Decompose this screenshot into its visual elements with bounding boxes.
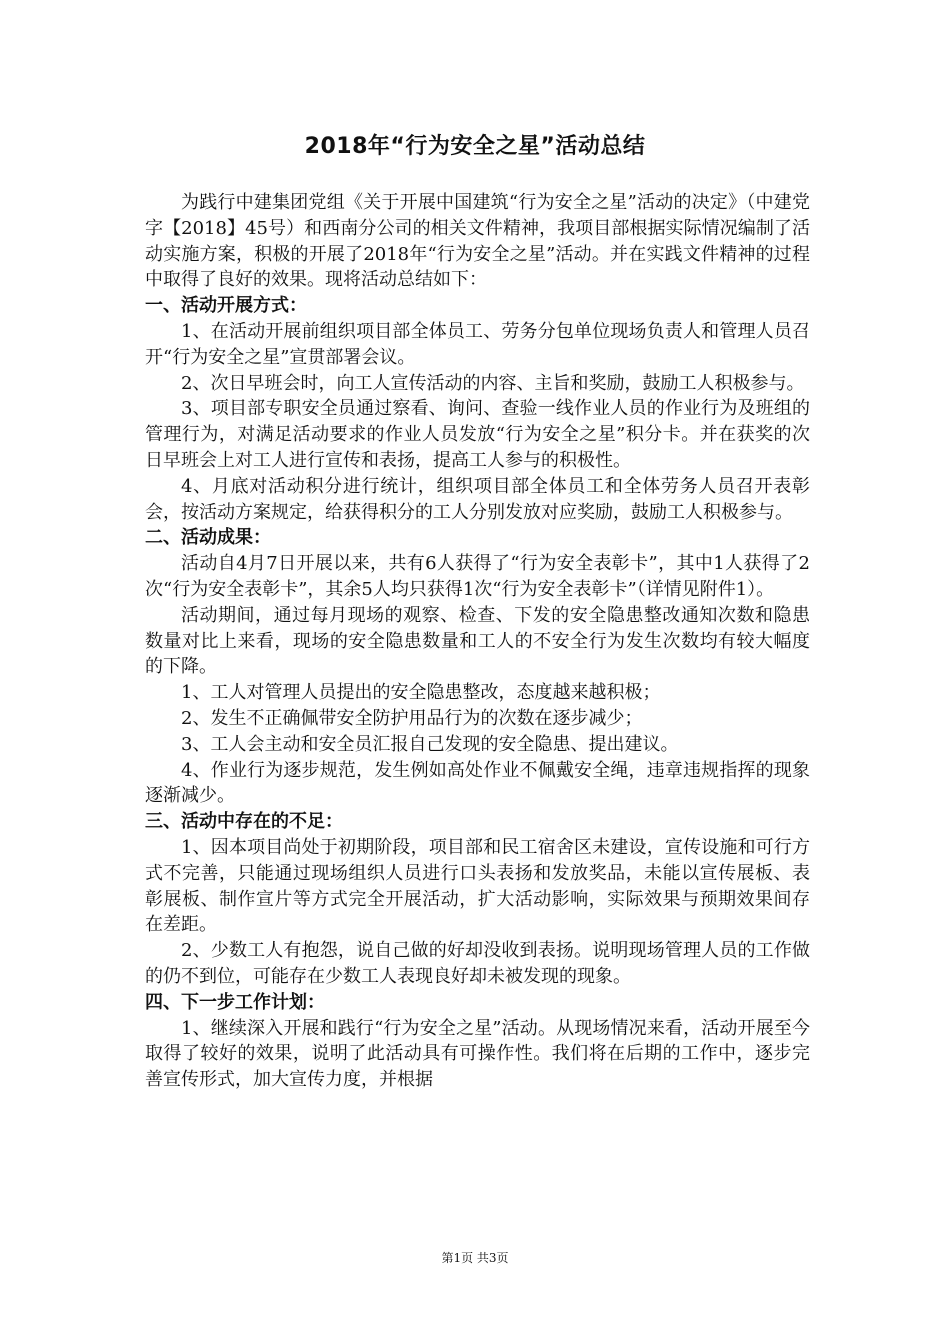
paragraph: 1、在活动开展前组织项目部全体员工、劳务分包单位现场负责人和管理人员召开“行为安全之星”宣贯部署会议。	[145, 320, 810, 368]
paragraph: 2、发生不正确佩带安全防护用品行为的次数在逐步减少；	[181, 707, 643, 729]
page-footer: 第1页 共3页	[441, 1251, 509, 1265]
paragraph: 1、继续深入开展和践行“行为安全之星”活动。从现场情况来看，活动开展至今取得了较好的效果，说明了此活动具有可操作性。我们将在后期的工作中，逐步完善宣传形式，加大宣传力度，并根据	[145, 1017, 810, 1091]
paragraph: 1、因本项目尚处于初期阶段，项目部和民工宿舍区未建设，宣传设施和可行方式不完善，只能通过现场组织人员进行口头表扬和发放奖品，未能以宣传展板、表彰展板、制作宣片等方式完全开展活动，扩大活动影响，实际效果与预期效果间存在差距。	[145, 836, 810, 936]
paragraph: 4、作业行为逐步规范，发生例如高处作业不佩戴安全绳，违章违规指挥的现象逐渐减少。	[145, 759, 810, 807]
paragraph: 3、工人会主动和安全员汇报自己发现的安全隐患、提出建议。	[181, 733, 679, 755]
section-heading-methods: 一、活动开展方式：	[145, 295, 307, 317]
paragraph: 2、次日早班会时，向工人宣传活动的内容、主旨和奖励，鼓励工人积极参与。	[181, 372, 805, 394]
section-heading-shortcomings: 三、活动中存在的不足：	[145, 811, 343, 833]
paragraph: 活动自4月7日开展以来，共有6人获得了“行为安全表彰卡”，其中1人获得了2次“行为安全表彰卡”，其余5人均只获得1次“行为安全表彰卡”（详情见附件1）。	[145, 553, 810, 600]
document-body	[145, 190, 810, 1093]
document-title: 2018年“行为安全之星”活动总结	[304, 134, 646, 159]
paragraph: 3、项目部专职安全员通过察看、询问、查验一线作业人员的作业行为及班组的管理行为，对满足活动要求的作业人员发放“行为安全之星”积分卡。并在获奖的次日早班会上对工人进行宣传和表扬，提高工人参与的积极性。	[145, 398, 810, 471]
paragraph: 2、少数工人有抱怨，说自己做的好却没收到表扬。说明现场管理人员的工作做的仍不到位，可能存在少数工人表现良好却未被发现的现象。	[145, 940, 810, 987]
section-heading-next-plan: 四、下一步工作计划：	[145, 991, 325, 1013]
paragraph: 4、月底对活动积分进行统计，组织项目部全体员工和全体劳务人员召开表彰会，按活动方案规定，给获得积分的工人分别发放对应奖励，鼓励工人积极参与。	[145, 475, 810, 523]
intro-paragraph: 为践行中建集团党组《关于开展中国建筑“行为安全之星”活动的决定》（中建党字【2018】45号）和西南分公司的相关文件精神，我项目部根据实际情况编制了活动实施方案，积极的开展了2018年“行为安全之星”活动。并在实践文件精神的过程中取得了良好的效果。现将活动总结如下：	[145, 192, 810, 291]
section-heading-results: 二、活动成果：	[145, 527, 271, 549]
paragraph: 活动期间，通过每月现场的观察、检查、下发的安全隐患整改通知次数和隐患数量对比上来看，现场的安全隐患数量和工人的不安全行为发生次数均有较大幅度的下降。	[145, 604, 810, 678]
paragraph: 1、工人对管理人员提出的安全隐患整改，态度越来越积极；	[181, 682, 661, 704]
